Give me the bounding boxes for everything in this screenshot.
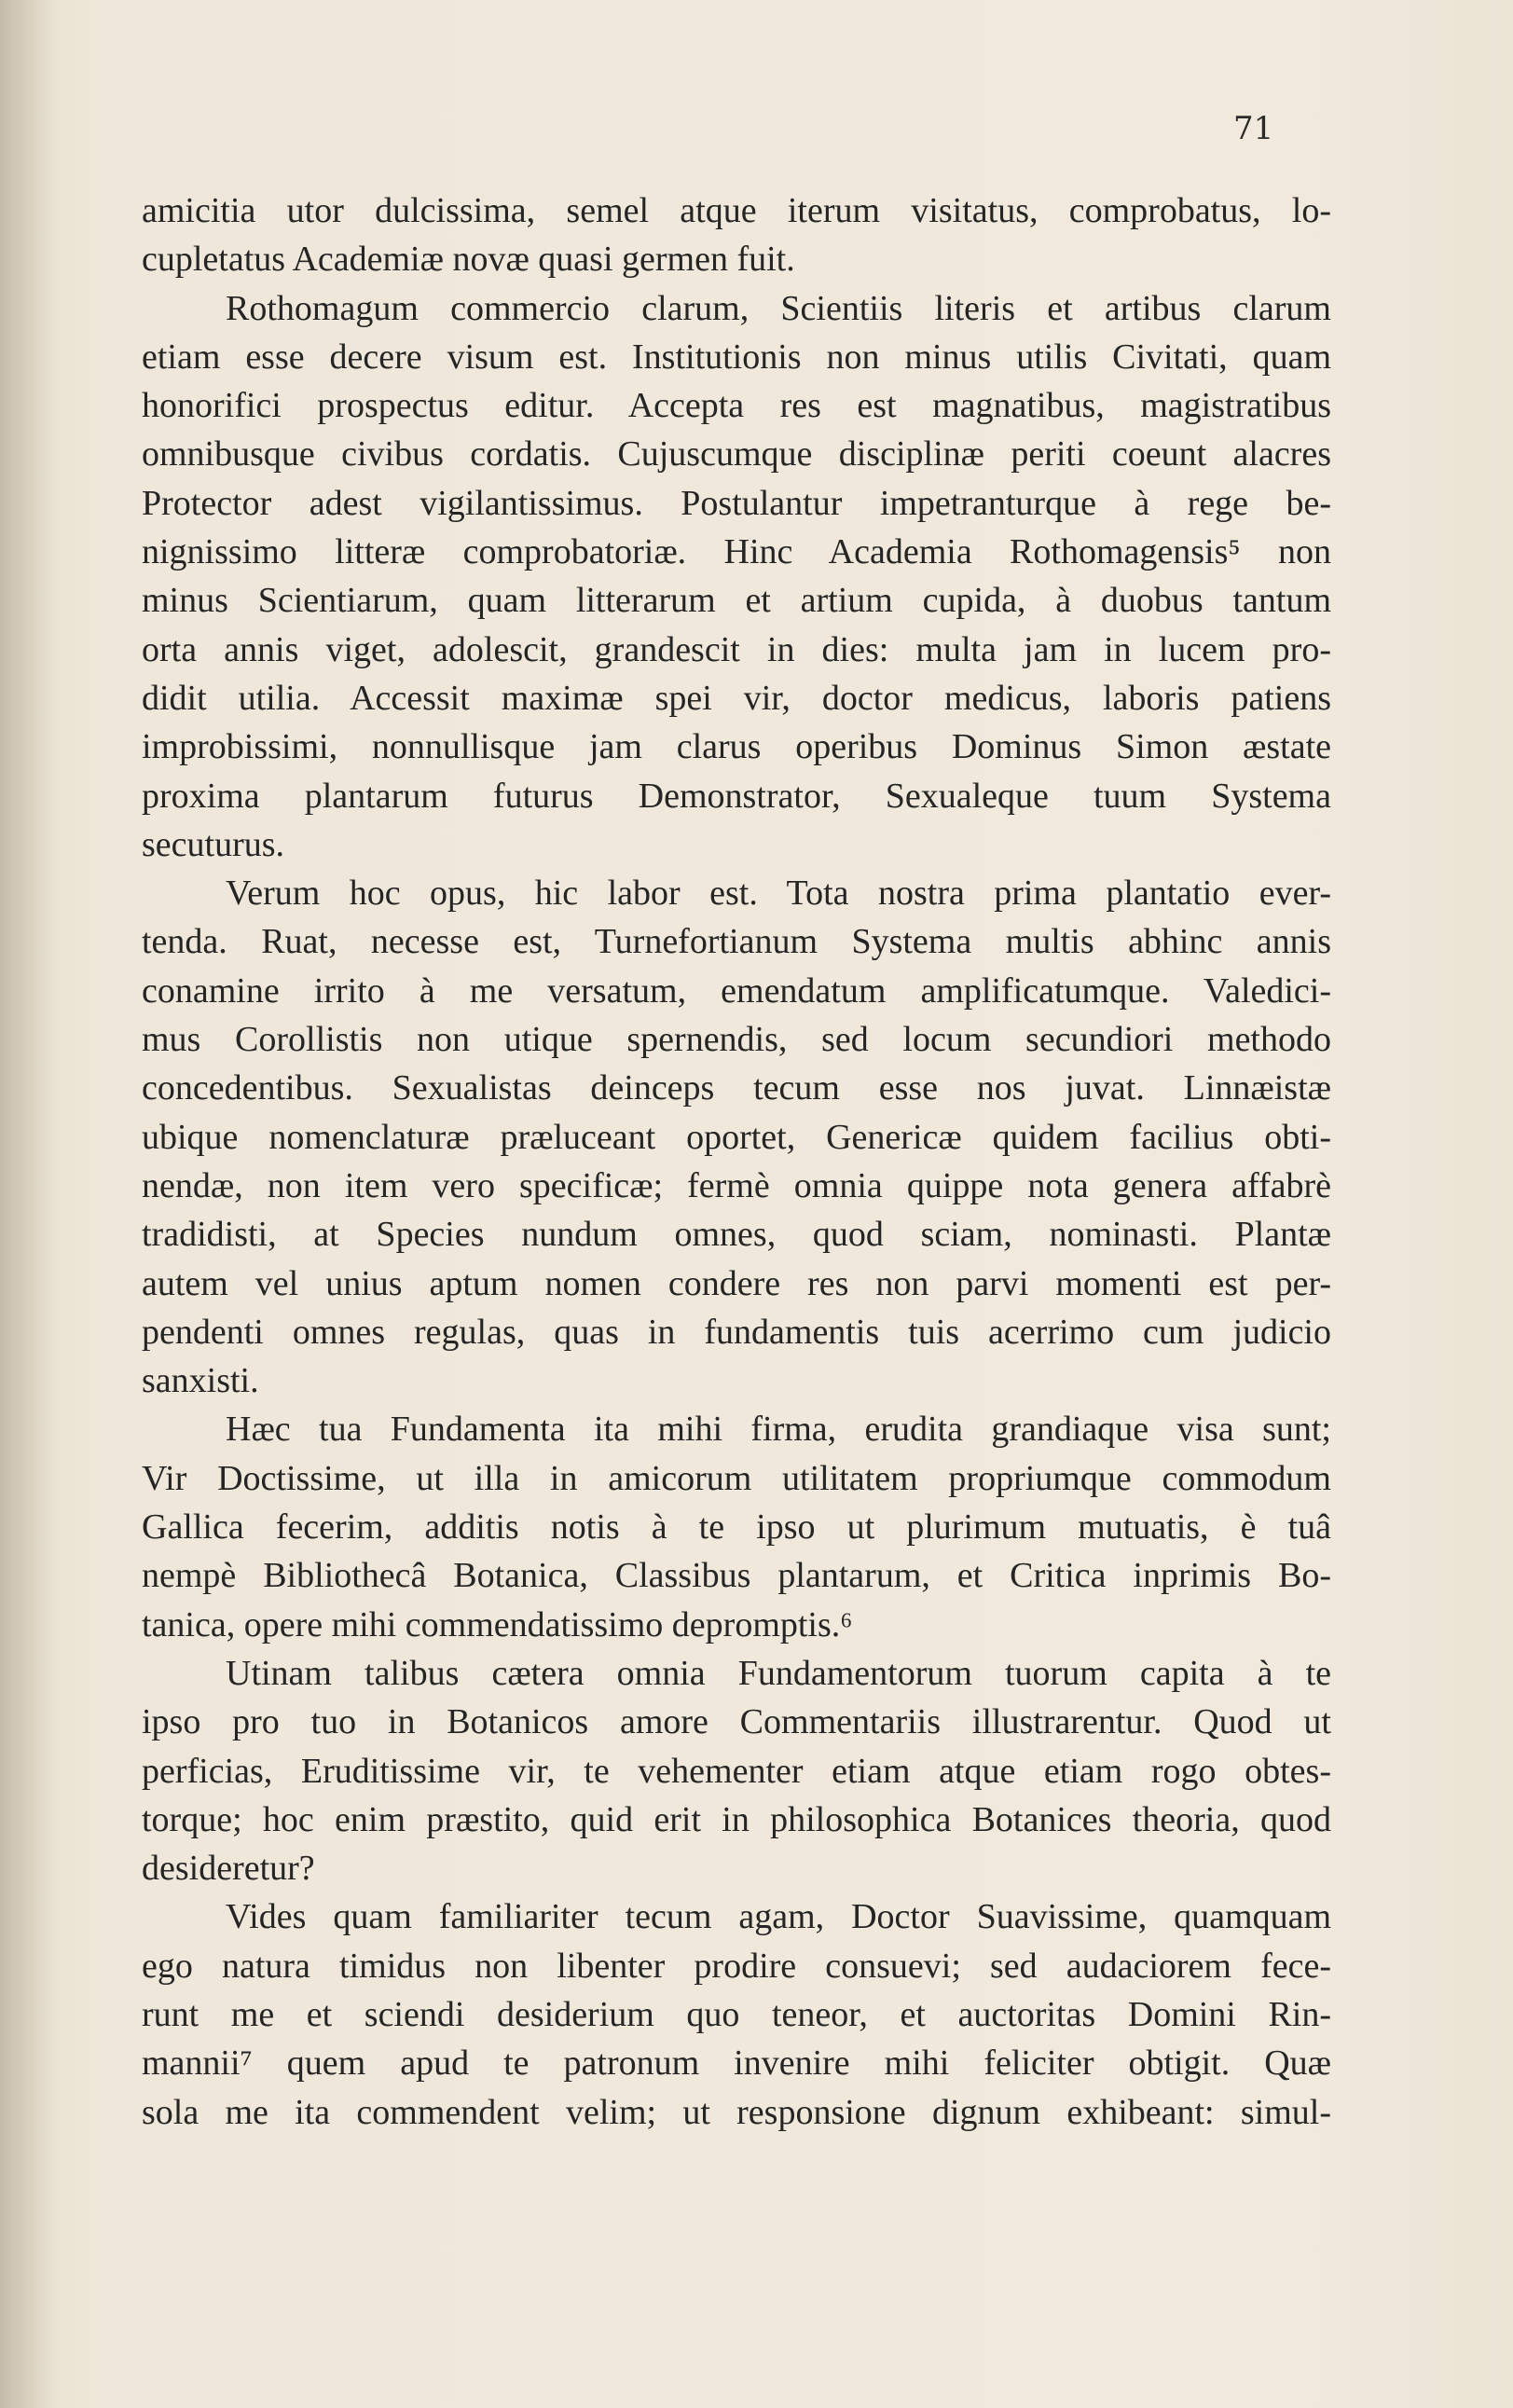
text-line: etiam esse decere visum est. Institutionis non minus utilis Civitati, quam: [142, 337, 1331, 377]
text-line: Vides quam familiariter tecum agam, Doctor Suavissime, quamquam: [226, 1897, 1331, 1937]
binding-gutter-shadow: [0, 0, 56, 2408]
text-line: tenda. Ruat, necesse est, Turnefortianum Systema multis abhinc annis: [142, 922, 1331, 962]
text-line: Verum hoc opus, hic labor est. Tota nostra prima plantatio ever-: [226, 874, 1331, 914]
text-line: Gallica fecerim, additis notis à te ipso ut plurimum mutuatis, è tuâ: [142, 1507, 1331, 1548]
text-line: didit utilia. Accessit maximæ spei vir, doctor medicus, laboris patiens: [142, 678, 1331, 718]
text-line: omnibusque civibus cordatis. Cujuscumque disciplinæ periti coeunt alacres: [142, 434, 1331, 475]
text-line: minus Scientiarum, quam litterarum et artium cupida, à duobus tantum: [142, 581, 1331, 621]
body-text: [142, 186, 1331, 2137]
text-line: mannii⁷ quem apud te patronum invenire mihi feliciter obtigit. Quæ: [142, 2043, 1331, 2084]
text-line: improbissimi, nonnullisque jam clarus operibus Dominus Simon æstate: [142, 727, 1331, 767]
text-line: tradidisti, at Species nundum omnes, quod sciam, nominasti. Plantæ: [142, 1215, 1331, 1255]
text-line: proxima plantarum futurus Demonstrator, Sexualeque tuum Systema: [142, 776, 1331, 816]
text-line: nempè Bibliothecâ Botanica, Classibus plantarum, et Critica inprimis Bo-: [142, 1556, 1331, 1596]
text-line: nignissimo litteræ comprobatoriæ. Hinc Academia Rothomagensis⁵ non: [142, 532, 1331, 572]
text-line: conamine irrito à me versatum, emendatum amplificatumque. Valedici-: [142, 970, 1331, 1011]
text-line: pendenti omnes regulas, quas in fundamentis tuis acerrimo cum judicio: [142, 1312, 1331, 1352]
text-line: cupletatus Academiæ novæ quasi germen fuit.: [142, 240, 795, 280]
text-line: tanica, opere mihi commendatissimo depromptis.⁶: [142, 1604, 853, 1644]
text-line: ipso pro tuo in Botanicos amore Commentariis illustrarentur. Quod ut: [142, 1702, 1331, 1742]
text-line: concedentibus. Sexualistas deinceps tecum esse nos juvat. Linnæistæ: [142, 1068, 1331, 1108]
text-line: torque; hoc enim præstito, quid erit in philosophica Botanices theoria, quod: [142, 1799, 1331, 1839]
text-line: nendæ, non item vero specificæ; fermè omnia quippe nota genera affabrè: [142, 1165, 1331, 1205]
text-line: Rothomagum commercio clarum, Scientiis literis et artibus clarum: [226, 288, 1331, 328]
text-line: orta annis viget, adolescit, grandescit in dies: multa jam in lucem pro-: [142, 629, 1331, 669]
text-line: sanxisti.: [142, 1361, 259, 1401]
text-line: sola me ita commendent velim; ut responsione dignum exhibeant: simul-: [142, 2092, 1331, 2132]
text-line: Protector adest vigilantissimus. Postulantur impetranturque à rege be-: [142, 483, 1331, 523]
text-line: secuturus.: [142, 824, 285, 864]
page-number: 71: [1233, 110, 1274, 147]
text-line: runt me et sciendi desiderium quo teneor, et auctoritas Domini Rin-: [142, 1994, 1331, 2034]
text-line: Hæc tua Fundamenta ita mihi firma, erudita grandiaque visa sunt;: [226, 1410, 1331, 1450]
text-line: perficias, Eruditissime vir, te vehementer etiam atque etiam rogo obtes-: [142, 1751, 1331, 1791]
text-line: Utinam talibus cætera omnia Fundamentorum tuorum capita à te: [226, 1653, 1331, 1693]
text-line: ego natura timidus non libenter prodire consuevi; sed audaciorem fece-: [142, 1946, 1331, 1986]
text-line: ubique nomenclaturæ præluceant oportet, Genericæ quidem facilius obti-: [142, 1117, 1331, 1157]
text-line: amicitia utor dulcissima, semel atque iterum visitatus, comprobatus, lo-: [142, 191, 1331, 230]
text-line: Vir Doctissime, ut illa in amicorum utilitatem propriumque commodum: [142, 1458, 1331, 1498]
text-line: honorifici prospectus editur. Accepta res est magnatibus, magistratibus: [142, 386, 1331, 426]
text-line: autem vel unius aptum nomen condere res non parvi momenti est per-: [142, 1263, 1331, 1303]
text-line: mus Corollistis non utique spernendis, sed locum secundiori methodo: [142, 1020, 1331, 1060]
text-line: desideretur?: [142, 1849, 315, 1889]
